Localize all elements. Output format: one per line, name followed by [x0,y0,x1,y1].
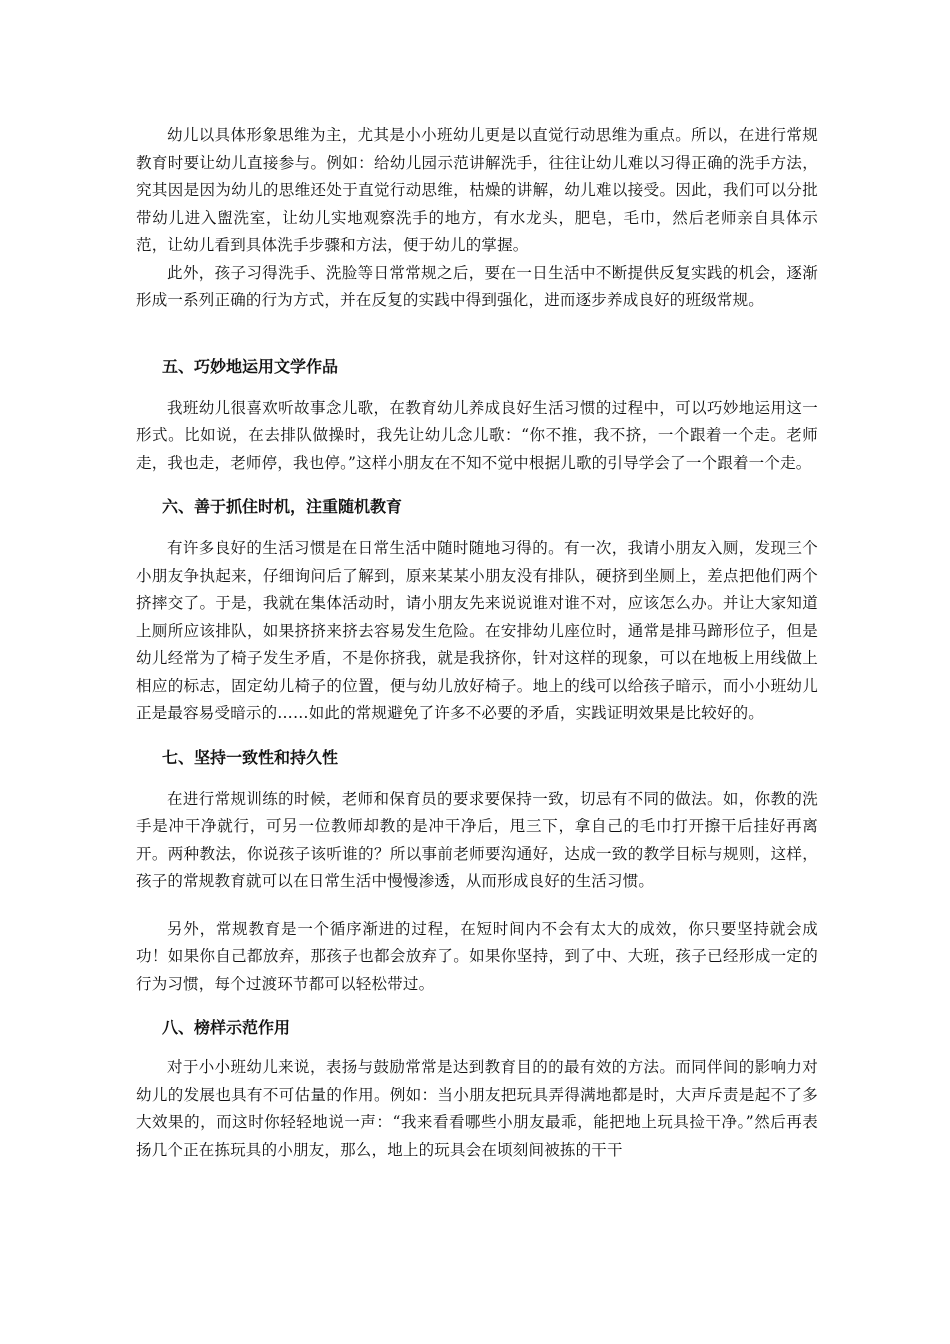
section-8-paragraph-1: 对于小小班幼儿来说，表扬与鼓励常常是达到教育目的的最有效的方法。而同伴间的影响力对幼儿的发展也具有不可估量的作用。例如：当小朋友把玩具弄得满地都是时，大声斥责是起不了多大效果的，而这时你轻轻地说一声：“我来看看哪些小朋友最乖，能把地上玩具捡干净。”然后再表扬几个正在拣玩具的小朋友，那么，地上的玩具会在顷刻间被拣的干干 [136,1058,818,1159]
section-6-paragraph-1: 有许多良好的生活习惯是在日常生活中随时随地习得的。有一次，我请小朋友入厕，发现三个小朋友争执起来，仔细询问后了解到，原来某某小朋友没有排队，硬挤到坐厕上，差点把他们两个挤摔交了。于是，我就在集体活动时，请小朋友先来说说谁对谁不对，应该怎么办。并让大家知道上厕所应该排队，如果挤挤来挤去容易发生危险。在安排幼儿座位时，通常是排马蹄形位子，但是幼儿经常为了椅子发生矛盾，不是你挤我，就是我挤你，针对这样的现象，可以在地板上用线做上相应的标志，固定幼儿椅子的位置，便与幼儿放好椅子。地上的线可以给孩子暗示，而小小班幼儿正是最容易受暗示的……如此的常规避免了许多不必要的矛盾，实践证明效果是比较好的。 [136,539,818,722]
section-8-heading: 八、榜样示范作用 [162,1018,291,1037]
section-5-heading: 五、巧妙地运用文学作品 [162,356,339,376]
section-7-heading: 七、坚持一致性和持久性 [162,747,339,767]
section-6-heading: 六、善于抓住时机，注重随机教育 [162,497,403,516]
section-7-paragraph-2: 另外，常规教育是一个循序渐进的过程，在短时间内不会有太大的成效，你只要坚持就会成功！如果你自己都放弃，那孩子也都会放弃了。如果你坚持，到了中、大班，孩子已经形成一定的行为习惯，每个过渡环节都可以轻松带过。 [136,919,818,993]
section-7-paragraph-1: 在进行常规训练的时候，老师和保育员的要求要保持一致，切忌有不同的做法。如，你教的洗手是冲干净就行，可另一位教师却教的是冲干净后，甩三下，拿自己的毛巾打开擦干后挂好再离开。两种教法，你说孩子该听谁的？所以事前老师要沟通好，达成一致的教学目标与规则，这样，孩子的常规教育就可以在日常生活中慢慢渗透，从而形成良好的生活习惯。 [136,789,818,890]
section-5-paragraph-1: 我班幼儿很喜欢听故事念儿歌，在教育幼儿养成良好生活习惯的过程中，可以巧妙地运用这一形式。比如说，在去排队做操时，我先让幼儿念儿歌：“你不推，我不挤，一个跟着一个走。老师走，我也走，老师停，我也停。”这样小朋友在不知不觉中根据儿歌的引导学会了一个跟着一个走。 [136,398,818,472]
document-page [136,122,818,1164]
intro-paragraph-2: 此外，孩子习得洗手、洗脸等日常常规之后，要在一日生活中不断提供反复实践的机会，逐渐形成一系列正确的行为方式，并在反复的实践中得到强化，进而逐步养成良好的班级常规。 [136,263,818,309]
intro-paragraph-1: 幼儿以具体形象思维为主，尤其是小小班幼儿更是以直觉行动思维为重点。所以，在进行常规教育时要让幼儿直接参与。例如：给幼儿园示范讲解洗手，往往让幼儿难以习得正确的洗手方法，究其因是因为幼儿的思维还处于直觉行动思维，枯燥的讲解，幼儿难以接受。因此，我们可以分批带幼儿进入盥洗室，让幼儿实地观察洗手的地方，有水龙头，肥皂，毛巾，然后老师亲自具体示范，让幼儿看到具体洗手步骤和方法，便于幼儿的掌握。 [136,126,818,254]
